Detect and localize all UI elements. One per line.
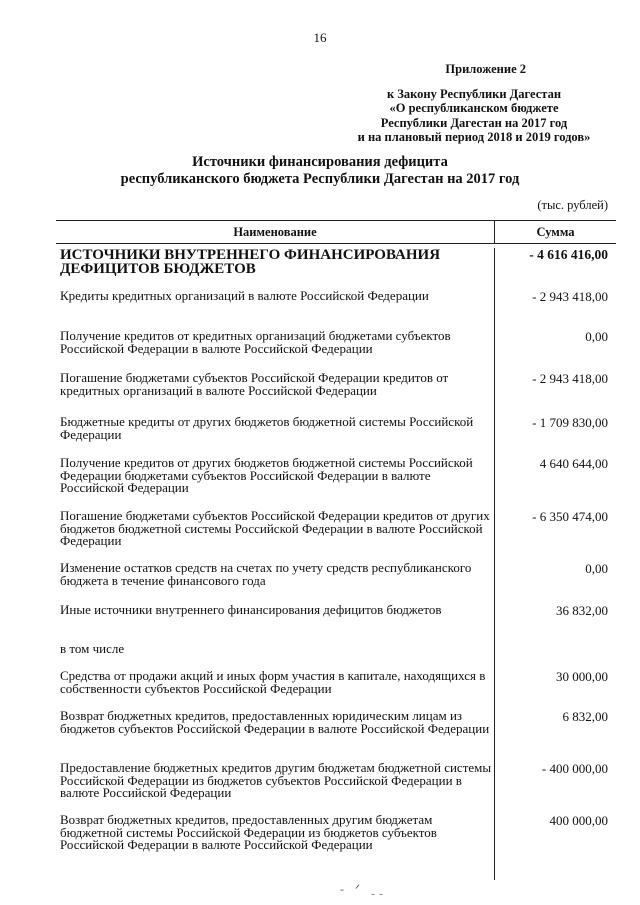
row-name: Предоставление бюджетных кредитов другим бюджетам бюджетной системы Российской Федерации из бюджетов субъектов Российской Федерации в валюте Российской Федерации [60,760,492,800]
row-name: Средства от продажи акций и иных форм участия в капитале, находящихся в собственности субъектов Российской Федерации [60,668,486,696]
row-sum: - 2 943 418,00 [532,371,608,386]
page-number: 16 [313,30,327,45]
row-sum: - 400 000,00 [541,761,608,776]
row-sum: 36 832,00 [556,603,608,618]
row-sum: - 1 709 830,00 [532,415,608,430]
title-line-2: республиканского бюджета Республики Дагестан на 2017 год [120,171,520,187]
row-name: Кредиты кредитных организаций в валюте Российской Федерации [60,288,429,303]
table-row [56,330,616,359]
row-name: Иные источники внутреннего финансирования дефицитов бюджетов [60,602,442,617]
row-sum [492,643,616,659]
row-name: Погашение бюджетами субъектов Российской Федерации кредитов от кредитных организаций в валюте Российской Федерации [60,370,449,398]
appendix-line: «О республиканском бюджете [389,101,559,115]
row-sum: 6 832,00 [562,709,608,724]
row-name: Погашение бюджетами субъектов Российской Федерации кредитов от других бюджетов бюджетной системы Российской Федерации в валюте Российской Федерации [60,508,490,548]
appendix-line: Республики Дагестан на 2017 год [380,115,568,130]
row-name: Бюджетные кредиты от других бюджетов бюджетной системы Российской Федерации [60,414,474,442]
table-row [56,290,616,320]
row-sum: - 4 616 416,00 [529,247,608,262]
row-name: ИСТОЧНИКИ ВНУТРЕННЕГО ФИНАНСИРОВАНИЯ ДЕФИЦИТОВ БЮДЖЕТОВ [60,247,441,277]
table-row [56,416,616,445]
title-line-1: Источники финансирования дефицита [192,154,448,170]
signature-mark: - ᐟ ˍˍ [340,882,388,896]
table-row [56,643,616,659]
appendix-line: к Закону Республики Дагестан [386,86,562,101]
row-sum: 0,00 [585,329,608,344]
appendix-line: и на плановый период 2018 и 2019 годов» [357,130,591,144]
table-row [56,762,616,804]
header-name: Наименование [56,221,495,243]
table-row [56,604,616,633]
row-sum: 400 000,00 [549,813,608,828]
row-name: Получение кредитов от кредитных организаций бюджетами субъектов Российской Федерации в валюте Российской Федерации [60,328,451,356]
table-row [56,372,616,401]
units-label: (тыс. рублей) [537,198,608,212]
table-row [56,710,616,752]
row-name: Изменение остатков средств на счетах по учету средств республиканского бюджета в течение финансового года [60,560,472,588]
table-row [56,457,616,499]
table-header [56,220,616,244]
table-row [56,562,616,591]
row-sum: 30 000,00 [556,669,608,684]
document-title [0,154,640,188]
table-row [56,814,616,868]
row-sum: - 2 943 418,00 [532,289,608,304]
table-row [56,510,616,552]
row-sum: - 6 350 474,00 [532,509,608,524]
row-sum: 4 640 644,00 [539,456,608,471]
appendix-title: Приложение 2 [445,62,526,76]
row-sum: 0,00 [585,561,608,576]
table-row [56,248,616,286]
table-body [56,248,616,868]
row-name: Возврат бюджетных кредитов, предоставленных другим бюджетам бюджетной системы Российской Федерации из бюджетов субъектов Российской Федерации в валюте Российской Федерации [60,812,437,852]
appendix-block [304,62,604,145]
row-name: Получение кредитов от других бюджетов бюджетной системы Российской Федерации бюджетами субъектов Российской Федерации в валюте Российской Федерации [60,455,473,495]
financing-table [56,220,616,868]
row-name: Возврат бюджетных кредитов, предоставленных юридическим лицам из бюджетов субъектов Российской Федерации в валюте Российской Федерации [60,708,490,736]
table-row [56,670,616,699]
header-sum: Сумма [536,225,575,239]
row-name: в том числе [60,641,125,656]
